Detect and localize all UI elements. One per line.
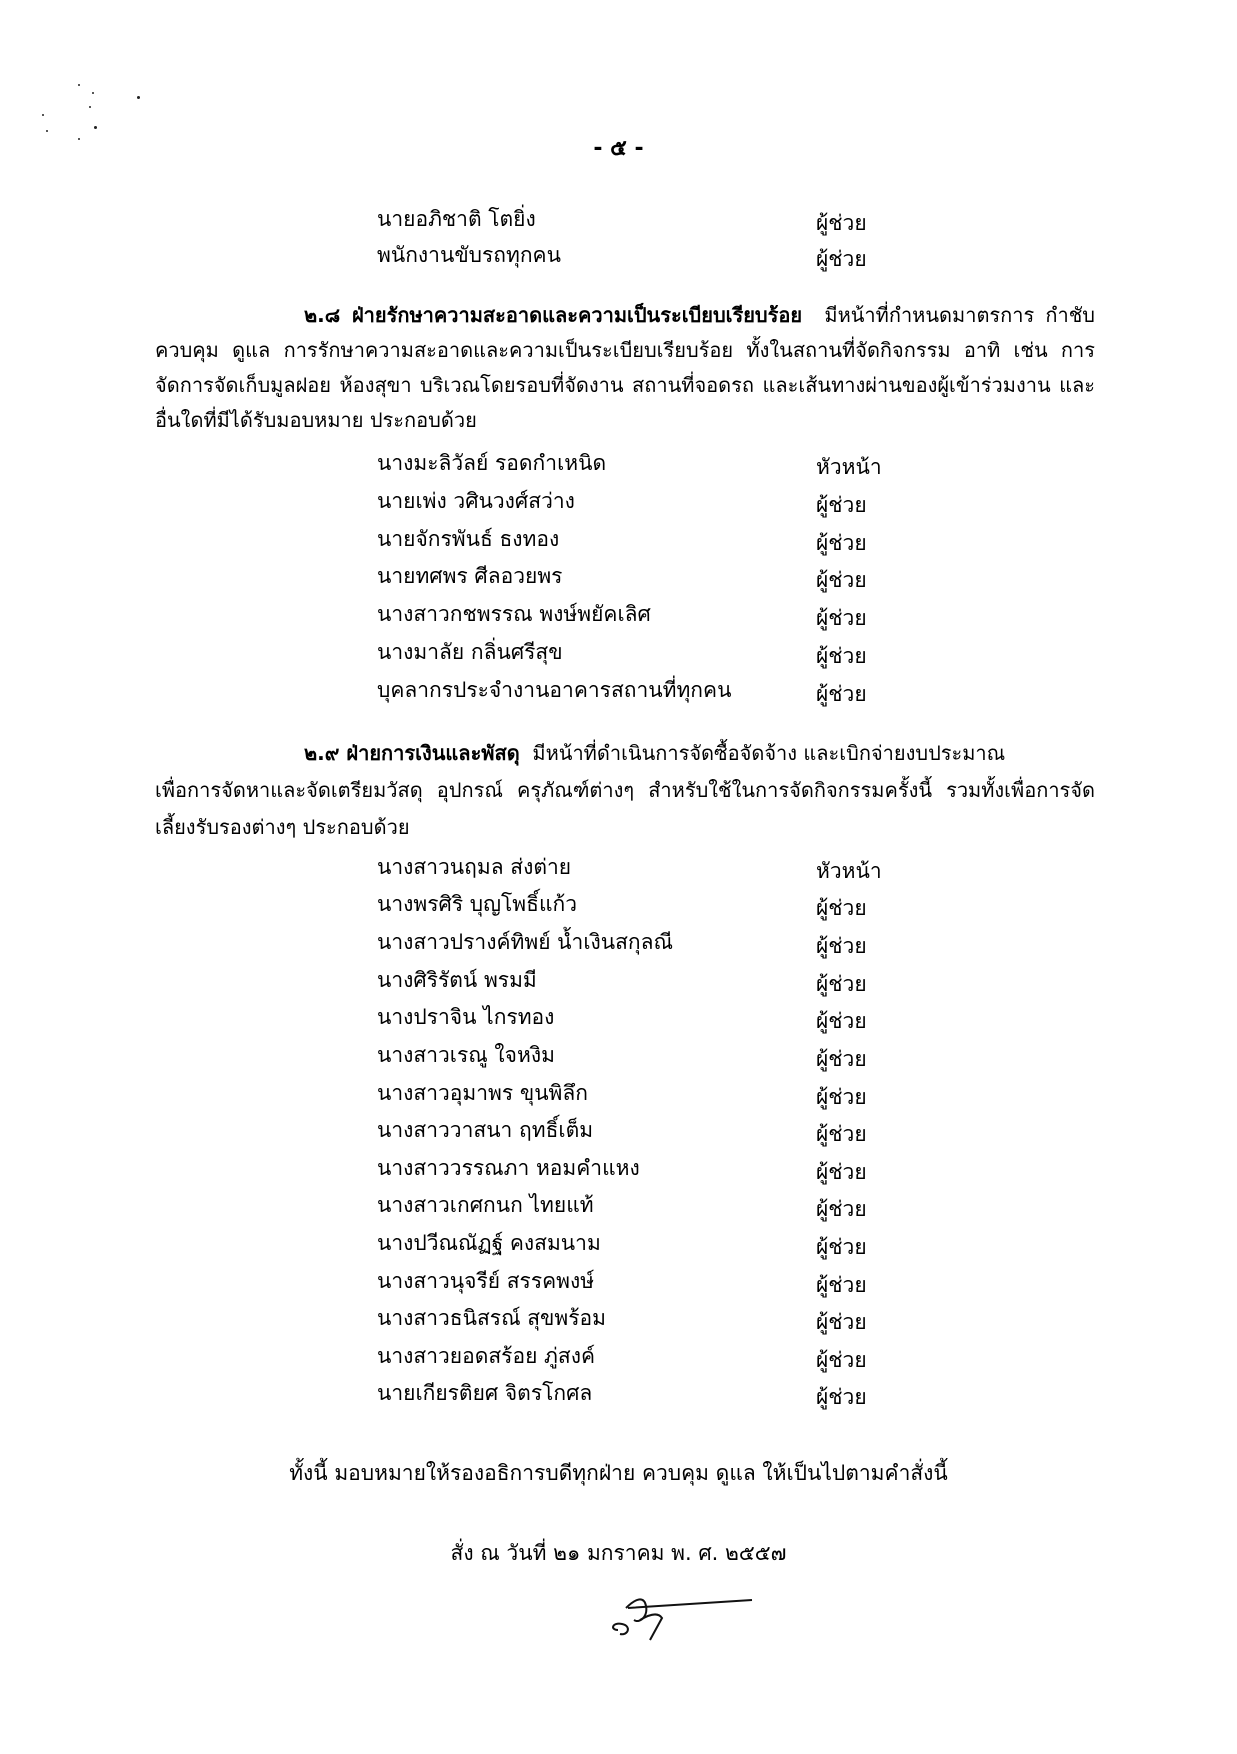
member-role: ผู้ช่วย bbox=[816, 934, 867, 958]
section-2-9-first-line bbox=[304, 738, 1024, 768]
member-role: ผู้ช่วย bbox=[816, 896, 867, 920]
section-2-8-text: อื่นใดที่มีได้รับมอบหมาย ประกอบด้วย bbox=[155, 408, 477, 432]
member-name: นางสาวปรางค์ทิพย์ น้ำเงินสกุลณี bbox=[377, 930, 673, 954]
member-role: ผู้ช่วย bbox=[816, 211, 867, 235]
section-2-8-text: ควบคุม ดูแล การรักษาความสะอาดและความเป็นระเบียบเรียบร้อย ทั้งในสถานที่จัดกิจกรรม อาทิ เช่น การ bbox=[155, 338, 1095, 362]
member-role: ผู้ช่วย bbox=[816, 1235, 867, 1259]
member-name: นางสาวเรณู ใจหงิม bbox=[377, 1043, 555, 1067]
member-role: ผู้ช่วย bbox=[816, 1385, 867, 1409]
member-role: ผู้ช่วย bbox=[816, 247, 867, 271]
scan-speck bbox=[42, 114, 44, 116]
section-2-8-heading: ๒.๘ ฝ่ายรักษาความสะอาดและความเป็นระเบียบเรียบร้อย bbox=[304, 303, 803, 327]
member-name: พนักงานขับรถทุกคน bbox=[377, 243, 561, 267]
scan-speck bbox=[78, 84, 80, 86]
member-name: นายเพ่ง วศินวงศ์สว่าง bbox=[377, 489, 575, 513]
member-role: ผู้ช่วย bbox=[816, 1348, 867, 1372]
section-2-8-text: มีหน้าที่กำหนดมาตรการ กำชับ bbox=[824, 303, 1095, 327]
member-role: ผู้ช่วย bbox=[816, 1160, 867, 1184]
member-name: นางปราจิน ไกรทอง bbox=[377, 1005, 555, 1029]
member-name: นางสาววรรณภา หอมคำแหง bbox=[377, 1156, 640, 1180]
member-name: นางปวีณณัฏฐ์ คงสมนาม bbox=[377, 1231, 601, 1255]
member-name: นางสาวนฤมล ส่งต่าย bbox=[377, 855, 572, 879]
section-2-9-text: เพื่อการจัดหาและจัดเตรียมวัสดุ อุปกรณ์ ครุภัณฑ์ต่างๆ สำหรับใช้ในการจัดกิจกรรมครั้งนี้ รวมทั้งเพื่อการจัด bbox=[155, 778, 1095, 802]
member-name: นายอภิชาติ โตยิ่ง bbox=[377, 207, 536, 231]
member-role: ผู้ช่วย bbox=[816, 644, 867, 668]
member-name: นางมาลัย กลิ่นศรีสุข bbox=[377, 640, 563, 664]
member-name: นางสาวอุมาพร ขุนพิลึก bbox=[377, 1081, 588, 1105]
member-role: ผู้ช่วย bbox=[816, 493, 867, 517]
member-role: ผู้ช่วย bbox=[816, 682, 867, 706]
order-date: สั่ง ณ วันที่ ๒๑ มกราคม พ. ศ. ๒๕๕๗ bbox=[450, 1541, 787, 1565]
member-role: ผู้ช่วย bbox=[816, 1310, 867, 1334]
member-role: หัวหน้า bbox=[816, 455, 882, 479]
section-2-9-heading: ๒.๙ ฝ่ายการเงินและพัสดุ bbox=[304, 741, 520, 765]
member-role: ผู้ช่วย bbox=[816, 1122, 867, 1146]
scan-speck bbox=[137, 96, 140, 99]
section-2-9-text: เลี้ยงรับรองต่างๆ ประกอบด้วย bbox=[155, 815, 410, 839]
member-role: ผู้ช่วย bbox=[816, 1085, 867, 1109]
member-name: นางพรศิริ บุญโพธิ์แก้ว bbox=[377, 892, 578, 916]
member-name: นางสาวนุจรีย์ สรรคพงษ์ bbox=[377, 1269, 595, 1293]
member-role: ผู้ช่วย bbox=[816, 531, 867, 555]
signature-mark bbox=[600, 1578, 770, 1648]
scan-speck bbox=[92, 92, 94, 94]
member-name: นางสาววาสนา ฤทธิ์เต็ม bbox=[377, 1118, 594, 1142]
member-name: บุคลากรประจำงานอาคารสถานที่ทุกคน bbox=[377, 678, 732, 702]
section-2-8-first-line bbox=[304, 300, 1095, 330]
member-role: ผู้ช่วย bbox=[816, 1197, 867, 1221]
member-role: ผู้ช่วย bbox=[816, 972, 867, 996]
section-2-9-text: มีหน้าที่ดำเนินการจัดซื้อจัดจ้าง และเบิกจ่ายงบประมาณ bbox=[532, 741, 1006, 765]
member-name: นางสาวเกศกนก ไทยแท้ bbox=[377, 1193, 594, 1217]
member-role: ผู้ช่วย bbox=[816, 1047, 867, 1071]
member-role: หัวหน้า bbox=[816, 859, 882, 883]
member-name: นางสาวยอดสร้อย ภู่สงค์ bbox=[377, 1344, 596, 1368]
member-name: นางมะลิวัลย์ รอดกำเหนิด bbox=[377, 451, 607, 475]
member-role: ผู้ช่วย bbox=[816, 606, 867, 630]
member-name: นายจักรพันธ์ ธงทอง bbox=[377, 527, 560, 551]
member-name: นางสาวธนิสรณ์ สุขพร้อม bbox=[377, 1306, 606, 1330]
member-name: นางศิริรัตน์ พรมมี bbox=[377, 968, 537, 992]
scan-speck bbox=[94, 126, 97, 129]
member-name: นายเกียรติยศ จิตรโกศล bbox=[377, 1381, 593, 1405]
page-number: - ๕ - bbox=[593, 136, 644, 161]
scan-speck bbox=[89, 106, 91, 108]
member-role: ผู้ช่วย bbox=[816, 568, 867, 592]
closing-statement: ทั้งนี้ มอบหมายให้รองอธิการบดีทุกฝ่าย ควบคุม ดูแล ให้เป็นไปตามคำสั่งนี้ bbox=[289, 1461, 948, 1485]
member-name: นายทศพร ศีลอวยพร bbox=[377, 564, 563, 588]
member-name: นางสาวกชพรรณ พงษ์พยัคเลิศ bbox=[377, 602, 651, 626]
section-2-8-text: จัดการจัดเก็บมูลฝอย ห้องสุขา บริเวณโดยรอบที่จัดงาน สถานที่จอดรถ และเส้นทางผ่านของผู้เข้าร่วมงาน และ bbox=[155, 373, 1095, 397]
member-role: ผู้ช่วย bbox=[816, 1273, 867, 1297]
member-role: ผู้ช่วย bbox=[816, 1009, 867, 1033]
